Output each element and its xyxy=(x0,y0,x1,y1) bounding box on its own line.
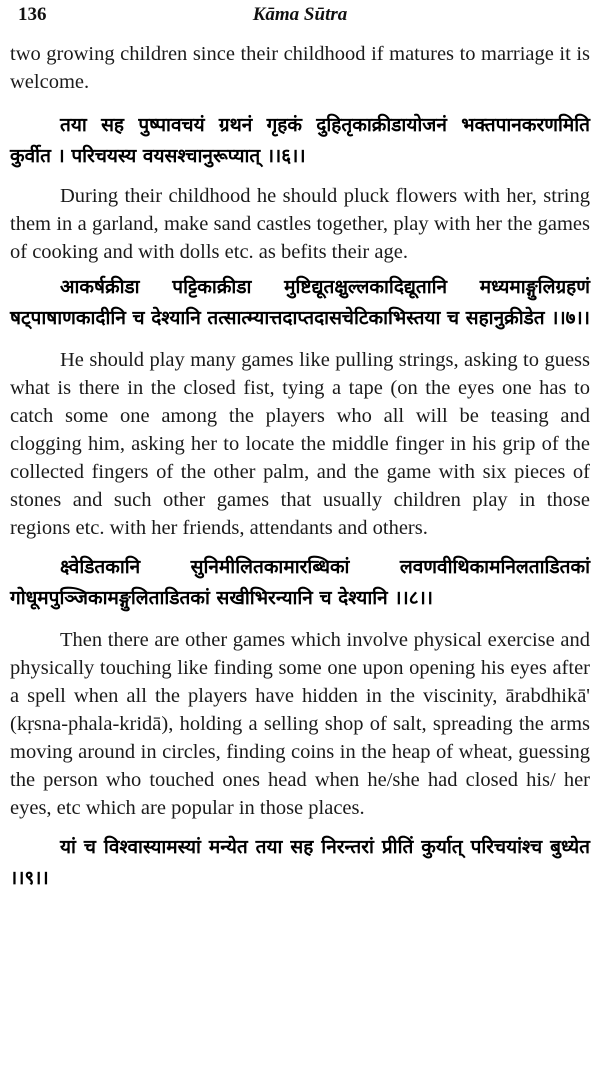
sanskrit-verse: क्ष्वेडितकानि सुनिमीलितकामारब्धिकां लवणवीथिकामनिलताडितकां गोधूमपुञ्जिकामङ्गुलिताडितकां सखीभिरन्यानि च देश्यानि ।।८।। xyxy=(10,556,590,609)
running-head xyxy=(10,0,590,30)
sanskrit-verse: आकर्षक्रीडा पट्टिकाक्रीडा मुष्टिद्यूतक्षुल्लकादिद्यूतानि मध्यमाङ्गुलिग्रहणं षट्पाषाणकादीनि च देश्यानि तत्सात्म्यात्तदाप्तदासचेटिकाभिस्तया च सहानुक्रीडेत ।।७।। xyxy=(10,276,590,329)
sanskrit-verse: यां च विश्वास्यामस्यां मन्येत तया सह निरन्तरां प्रीतिं कुर्यात् परिचयांश्च बुध्येत ।।९।। xyxy=(10,836,590,889)
translation-paragraph: two growing children since their childhood if matures to marriage it is welcome. xyxy=(10,43,590,93)
book-title: Kāma Sūtra xyxy=(252,4,348,25)
translation-paragraph: Then there are other games which involve physical exercise and physically touching like finding some one upon opening his eyes after a spell when all the players have hidden in the viscinity, ārabdhikā' (kṛsna-phala-kridā), holding a selling shop of salt, spreading the arms moving around in circles, finding coins in the heap of wheat, guessing the person who touched ones head when he/she had closed his/ her eyes, etc which are popular in those places. xyxy=(10,629,590,819)
page-number: 136 xyxy=(18,4,47,25)
translation-paragraph: He should play many games like pulling strings, asking to guess what is there in the closed fist, tying a tape (on the eyes one has to catch some one among the players who all will be teasing and clogging him, asking her to locate the middle finger in his grip of the collected fingers of the other palm, and the game with six pieces of stones and such other games that usually children play in those regions etc. with her friends, attendants and others. xyxy=(10,349,590,539)
sanskrit-verse: तया सह पुष्पावचयं ग्रथनं गृहकं दुहितृकाक्रीडायोजनं भक्तपानकरणमिति कुर्वीत । परिचयस्य वयसश्चानुरूप्यात् ।।६।। xyxy=(10,114,590,167)
translation-paragraph: During their childhood he should pluck flowers with her, string them in a garland, make sand castles together, play with her the games of cooking and with dolls etc. as befits their age. xyxy=(10,185,590,263)
